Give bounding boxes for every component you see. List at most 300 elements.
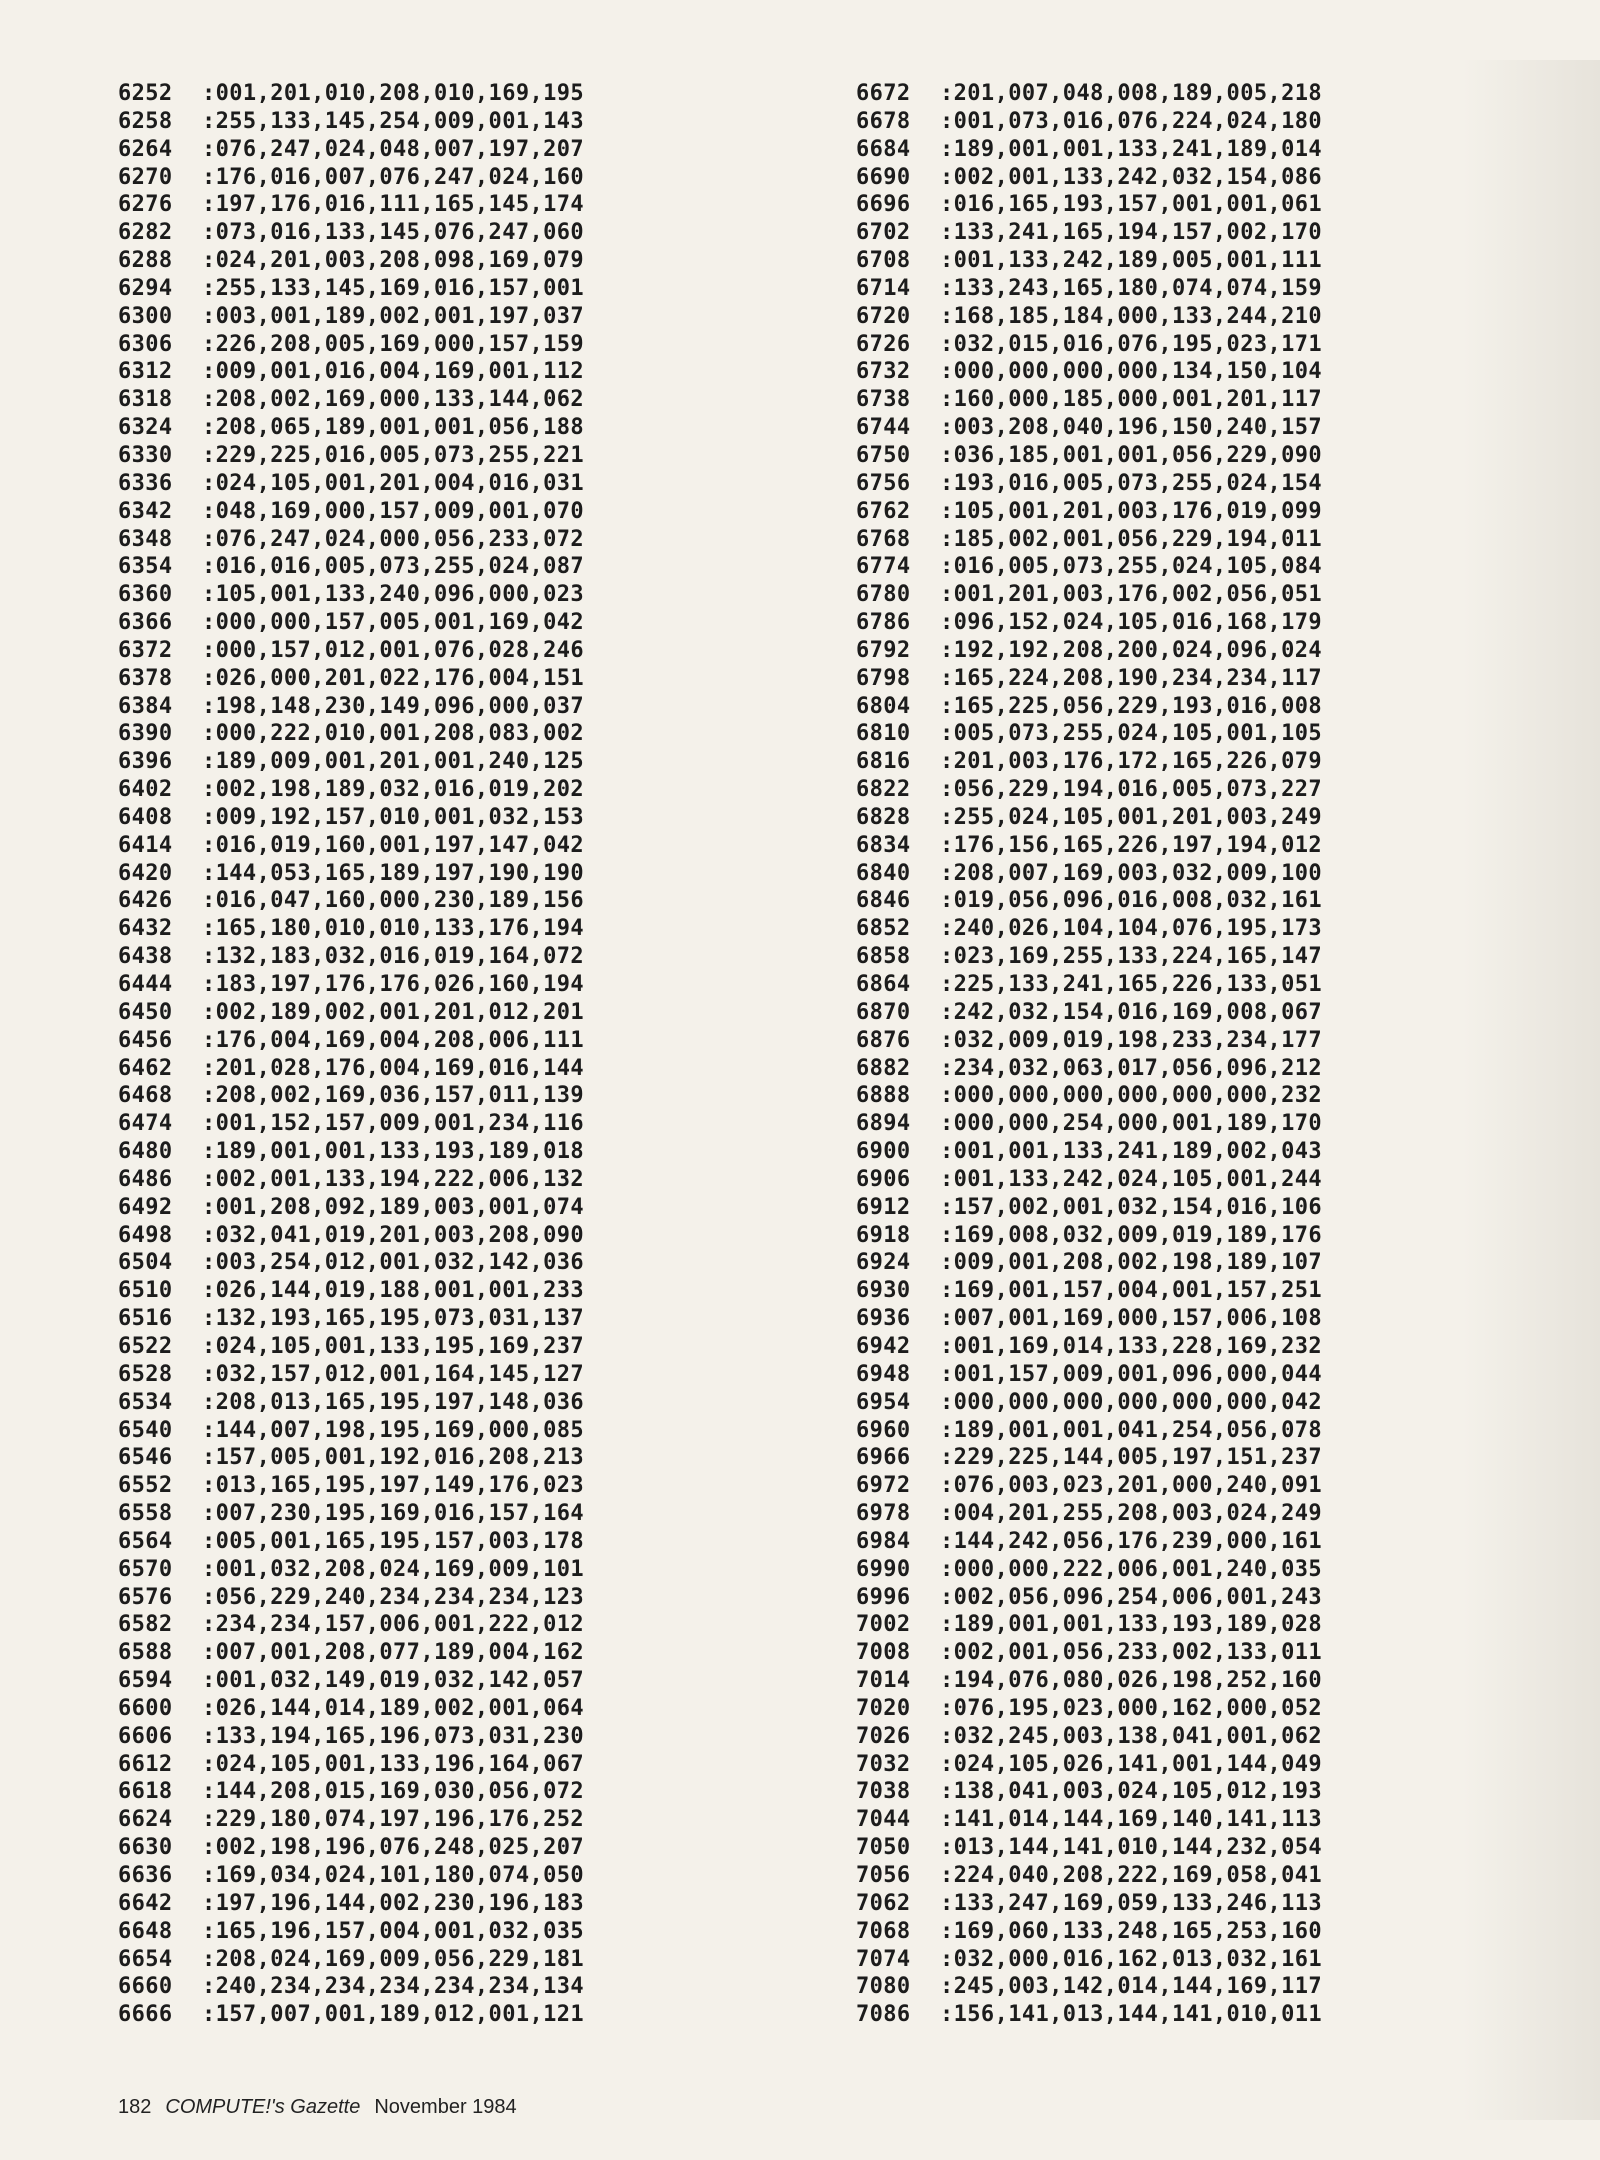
line-data: :242,032,154,016,169,008,067 (940, 999, 1323, 1025)
line-data: :003,254,012,001,032,142,036 (202, 1250, 585, 1276)
listing-line (118, 971, 584, 999)
listing-line (856, 1528, 1322, 1556)
listing-line (856, 498, 1322, 526)
listing-line (856, 303, 1322, 331)
listing-line (118, 1973, 584, 2001)
listing-line (118, 136, 584, 164)
line-data: :013,165,195,197,149,176,023 (202, 1473, 585, 1499)
line-data: :004,201,255,208,003,024,249 (940, 1501, 1323, 1527)
listing-line (856, 386, 1322, 414)
line-data: :009,001,208,002,198,189,107 (940, 1250, 1323, 1276)
line-number: 6744 (856, 415, 911, 441)
line-number: 6960 (856, 1417, 911, 1443)
listing-line (118, 1695, 584, 1723)
listing-line (118, 1667, 584, 1695)
line-data: :007,001,208,077,189,004,162 (202, 1640, 585, 1666)
line-data: :000,000,000,000,000,000,232 (940, 1083, 1323, 1109)
line-data: :229,225,016,005,073,255,221 (202, 442, 585, 468)
line-number: 6864 (856, 972, 911, 997)
listing-line (856, 915, 1322, 943)
line-number: 6684 (856, 136, 911, 162)
line-data: :189,009,001,201,001,240,125 (202, 749, 585, 775)
line-data: :255,133,145,254,009,001,143 (202, 108, 585, 134)
line-data: :208,002,169,036,157,011,139 (202, 1083, 585, 1109)
line-data: :001,169,014,133,228,169,232 (940, 1333, 1323, 1359)
line-data: :169,001,157,004,001,157,251 (940, 1278, 1323, 1304)
listing-line (118, 1222, 584, 1250)
listing-line (118, 526, 584, 554)
line-number: 6930 (856, 1278, 911, 1304)
listing-line (118, 1361, 584, 1389)
line-number: 6834 (856, 832, 911, 858)
listing-line (856, 136, 1322, 164)
listing-line (118, 999, 584, 1027)
listing-line (856, 553, 1322, 581)
line-data: :000,222,010,001,208,083,002 (202, 721, 585, 747)
line-data: :013,144,141,010,144,232,054 (940, 1835, 1323, 1861)
line-data: :032,245,003,138,041,001,062 (940, 1723, 1323, 1749)
line-data: :160,000,185,000,001,201,117 (940, 387, 1323, 413)
line-data: :208,065,189,001,001,056,188 (202, 415, 585, 441)
line-data: :183,197,176,176,026,160,194 (202, 972, 585, 997)
line-data: :105,001,133,240,096,000,023 (202, 582, 585, 608)
line-number: 6756 (856, 470, 911, 496)
line-number: 6648 (118, 1918, 173, 1944)
listing-line (856, 470, 1322, 498)
listing-line (118, 191, 584, 219)
listing-line (118, 1333, 584, 1361)
line-number: 6324 (118, 415, 173, 441)
line-number: 6390 (118, 721, 173, 747)
publication-name: COMPUTE!'s Gazette (165, 2096, 361, 2118)
listing-line (856, 164, 1322, 192)
line-data: :240,026,104,104,076,195,173 (940, 916, 1323, 942)
line-data: :176,016,007,076,247,024,160 (202, 164, 585, 190)
listing-line (118, 1500, 584, 1528)
line-data: :001,201,003,176,002,056,051 (940, 582, 1323, 608)
listing-line (856, 1222, 1322, 1250)
line-data: :208,002,169,000,133,144,062 (202, 387, 585, 413)
listing-line (856, 526, 1322, 554)
listing-line (118, 1834, 584, 1862)
line-data: :255,024,105,001,201,003,249 (940, 804, 1323, 830)
line-data: :201,028,176,004,169,016,144 (202, 1055, 585, 1081)
listing-line (856, 943, 1322, 971)
line-data: :197,196,144,002,230,196,183 (202, 1890, 585, 1916)
line-data: :019,056,096,016,008,032,161 (940, 888, 1323, 914)
line-number: 6660 (118, 1974, 173, 2000)
listing-line (856, 1305, 1322, 1333)
line-number: 6534 (118, 1389, 173, 1415)
line-data: :003,208,040,196,150,240,157 (940, 415, 1323, 441)
line-number: 6780 (856, 582, 911, 608)
listing-line (856, 804, 1322, 832)
line-number: 6792 (856, 637, 911, 663)
listing-line (118, 1249, 584, 1277)
line-data: :224,040,208,222,169,058,041 (940, 1863, 1323, 1888)
line-data: :201,003,176,172,165,226,079 (940, 749, 1323, 775)
line-number: 7020 (856, 1695, 911, 1721)
listing-line (118, 581, 584, 609)
line-data: :009,001,016,004,169,001,112 (202, 359, 585, 385)
listing-line (118, 1027, 584, 1055)
line-data: :226,208,005,169,000,157,159 (202, 331, 585, 357)
line-number: 6312 (118, 359, 173, 385)
line-data: :096,152,024,105,016,168,179 (940, 610, 1323, 636)
listing-line (118, 1417, 584, 1445)
line-data: :156,141,013,144,141,010,011 (940, 2002, 1323, 2028)
line-data: :024,105,026,141,001,144,049 (940, 1751, 1323, 1777)
issue-date: November 1984 (374, 2096, 517, 2118)
listing-line (856, 358, 1322, 386)
line-number: 6672 (856, 81, 911, 106)
line-data: :001,133,242,024,105,001,244 (940, 1166, 1323, 1192)
line-number: 6276 (118, 192, 173, 218)
line-data: :133,194,165,196,073,031,230 (202, 1723, 585, 1749)
listing-line (118, 1556, 584, 1584)
line-number: 6348 (118, 526, 173, 552)
line-number: 6474 (118, 1111, 173, 1137)
line-number: 7002 (856, 1612, 911, 1638)
listing-line (856, 414, 1322, 442)
line-data: :002,189,002,001,201,012,201 (202, 999, 585, 1025)
line-data: :157,002,001,032,154,016,106 (940, 1194, 1323, 1220)
line-data: :189,001,001,133,193,189,028 (940, 1612, 1323, 1638)
line-data: :197,176,016,111,165,145,174 (202, 192, 585, 218)
line-data: :208,024,169,009,056,229,181 (202, 1946, 585, 1972)
line-data: :001,201,010,208,010,169,195 (202, 81, 585, 106)
listing-line (118, 887, 584, 915)
listing-line (118, 1277, 584, 1305)
line-data: :169,008,032,009,019,189,176 (940, 1222, 1323, 1248)
line-number: 6558 (118, 1501, 173, 1527)
line-data: :005,001,165,195,157,003,178 (202, 1528, 585, 1554)
line-data: :141,014,144,169,140,141,113 (940, 1807, 1323, 1833)
line-number: 6990 (856, 1556, 911, 1582)
line-data: :169,034,024,101,180,074,050 (202, 1863, 585, 1888)
line-number: 6846 (856, 888, 911, 914)
line-number: 6540 (118, 1417, 173, 1443)
line-data: :016,019,160,001,197,147,042 (202, 832, 585, 858)
listing-line (856, 693, 1322, 721)
page-edge-shadow (1462, 60, 1600, 2120)
listing-line (118, 720, 584, 748)
line-data: :189,001,001,133,241,189,014 (940, 136, 1323, 162)
line-number: 6912 (856, 1194, 911, 1220)
listing-line (118, 1444, 584, 1472)
listing-line (856, 1584, 1322, 1612)
listing-line (856, 971, 1322, 999)
line-data: :001,208,092,189,003,001,074 (202, 1194, 585, 1220)
line-number: 6906 (856, 1166, 911, 1192)
line-data: :208,007,169,003,032,009,100 (940, 860, 1323, 886)
listing-line (856, 999, 1322, 1027)
line-data: :165,180,010,010,133,176,194 (202, 916, 585, 942)
line-number: 6804 (856, 693, 911, 719)
page-footer (118, 2096, 517, 2119)
line-number: 6642 (118, 1890, 173, 1916)
line-number: 6306 (118, 331, 173, 357)
line-data: :165,225,056,229,193,016,008 (940, 693, 1323, 719)
line-number: 6954 (856, 1389, 911, 1415)
line-number: 6504 (118, 1250, 173, 1276)
listing-line (118, 247, 584, 275)
line-data: :000,000,000,000,134,150,104 (940, 359, 1323, 385)
line-data: :024,105,001,133,196,164,067 (202, 1751, 585, 1777)
line-number: 6444 (118, 972, 173, 997)
listing-line (118, 776, 584, 804)
line-number: 6480 (118, 1139, 173, 1165)
line-data: :002,198,189,032,016,019,202 (202, 777, 585, 803)
line-number: 6594 (118, 1668, 173, 1694)
listing-line (856, 1082, 1322, 1110)
line-data: :076,003,023,201,000,240,091 (940, 1473, 1323, 1499)
listing-line (118, 358, 584, 386)
line-number: 6396 (118, 749, 173, 775)
listing-line (856, 581, 1322, 609)
line-data: :076,247,024,048,007,197,207 (202, 136, 585, 162)
line-data: :132,193,165,195,073,031,137 (202, 1306, 585, 1332)
line-number: 6330 (118, 442, 173, 468)
listing-line (856, 1946, 1322, 1974)
listing-line (118, 609, 584, 637)
listing-line (118, 1751, 584, 1779)
line-number: 6720 (856, 303, 911, 329)
line-number: 6810 (856, 721, 911, 747)
line-data: :169,060,133,248,165,253,160 (940, 1918, 1323, 1944)
line-data: :001,073,016,076,224,024,180 (940, 108, 1323, 134)
line-data: :032,009,019,198,233,234,177 (940, 1027, 1323, 1053)
line-number: 6588 (118, 1640, 173, 1666)
line-number: 6282 (118, 220, 173, 246)
listing-line (118, 1194, 584, 1222)
line-number: 6840 (856, 860, 911, 886)
line-data: :026,000,201,022,176,004,151 (202, 665, 585, 691)
line-data: :000,000,222,006,001,240,035 (940, 1556, 1323, 1582)
listing-line (856, 1027, 1322, 1055)
line-number: 7050 (856, 1835, 911, 1861)
listing-line (856, 1500, 1322, 1528)
line-number: 7044 (856, 1807, 911, 1833)
line-number: 6894 (856, 1111, 911, 1137)
listing-line (856, 1389, 1322, 1417)
line-number: 6798 (856, 665, 911, 691)
listing-line (118, 1918, 584, 1946)
line-number: 6966 (856, 1445, 911, 1471)
line-number: 6696 (856, 192, 911, 218)
line-number: 7080 (856, 1974, 911, 2000)
line-number: 6774 (856, 554, 911, 580)
listing-line (856, 832, 1322, 860)
line-number: 7008 (856, 1640, 911, 1666)
line-data: :000,000,157,005,001,169,042 (202, 610, 585, 636)
line-number: 6420 (118, 860, 173, 886)
listing-line (856, 1918, 1322, 1946)
listing-line (856, 1444, 1322, 1472)
listing-line (856, 1417, 1322, 1445)
listing-line (856, 1890, 1322, 1918)
line-number: 7056 (856, 1863, 911, 1888)
listing-line (856, 1806, 1322, 1834)
line-number: 6786 (856, 610, 911, 636)
listing-line (856, 442, 1322, 470)
line-number: 6552 (118, 1473, 173, 1499)
line-number: 6522 (118, 1333, 173, 1359)
listing-line (118, 331, 584, 359)
line-number: 6498 (118, 1222, 173, 1248)
line-number: 6708 (856, 248, 911, 274)
line-number: 6690 (856, 164, 911, 190)
listing-line (118, 860, 584, 888)
listing-line (118, 1723, 584, 1751)
listing-line (856, 1472, 1322, 1500)
line-data: :225,133,241,165,226,133,051 (940, 972, 1323, 997)
line-number: 6738 (856, 387, 911, 413)
listing-line (856, 1110, 1322, 1138)
line-data: :193,016,005,073,255,024,154 (940, 470, 1323, 496)
listing-line (118, 1110, 584, 1138)
line-data: :001,032,149,019,032,142,057 (202, 1668, 585, 1694)
line-data: :194,076,080,026,198,252,160 (940, 1668, 1323, 1694)
listing-line (856, 219, 1322, 247)
listing-line (856, 1556, 1322, 1584)
line-data: :056,229,240,234,234,234,123 (202, 1584, 585, 1610)
line-data: :016,165,193,157,001,001,061 (940, 192, 1323, 218)
line-number: 6726 (856, 331, 911, 357)
line-data: :016,047,160,000,230,189,156 (202, 888, 585, 914)
line-number: 6288 (118, 248, 173, 274)
line-data: :168,185,184,000,133,244,210 (940, 303, 1323, 329)
line-data: :189,001,001,133,193,189,018 (202, 1139, 585, 1165)
line-data: :000,000,254,000,001,189,170 (940, 1111, 1323, 1137)
line-number: 6570 (118, 1556, 173, 1582)
line-data: :157,007,001,189,012,001,121 (202, 2002, 585, 2028)
line-number: 6978 (856, 1501, 911, 1527)
line-data: :198,148,230,149,096,000,037 (202, 693, 585, 719)
listing-line (118, 1639, 584, 1667)
line-number: 6732 (856, 359, 911, 385)
listing-line (856, 1361, 1322, 1389)
line-data: :144,242,056,176,239,000,161 (940, 1528, 1323, 1554)
line-data: :133,243,165,180,074,074,159 (940, 275, 1323, 301)
listing-line (856, 1751, 1322, 1779)
listing-line (856, 1277, 1322, 1305)
listing-line (118, 943, 584, 971)
line-data: :133,241,165,194,157,002,170 (940, 220, 1323, 246)
line-data: :056,229,194,016,005,073,227 (940, 777, 1323, 803)
line-data: :234,234,157,006,001,222,012 (202, 1612, 585, 1638)
line-number: 6270 (118, 164, 173, 190)
line-number: 6918 (856, 1222, 911, 1248)
listing-line (856, 247, 1322, 275)
line-number: 6678 (856, 108, 911, 134)
line-number: 6900 (856, 1139, 911, 1165)
line-data: :032,157,012,001,164,145,127 (202, 1361, 585, 1387)
line-number: 6342 (118, 498, 173, 524)
line-data: :024,105,001,133,195,169,237 (202, 1333, 585, 1359)
line-number: 6336 (118, 470, 173, 496)
listing-line (118, 1528, 584, 1556)
line-number: 7086 (856, 2002, 911, 2028)
listing-line (856, 1862, 1322, 1890)
line-number: 6408 (118, 804, 173, 830)
line-number: 6264 (118, 136, 173, 162)
line-data: :001,157,009,001,096,000,044 (940, 1361, 1323, 1387)
line-number: 6762 (856, 498, 911, 524)
listing-line (118, 303, 584, 331)
line-number: 7068 (856, 1918, 911, 1944)
line-number: 6564 (118, 1528, 173, 1554)
line-number: 6258 (118, 108, 173, 134)
listing-line (856, 748, 1322, 776)
listing-line (118, 80, 584, 108)
listing-line (856, 1166, 1322, 1194)
listing-line (856, 1834, 1322, 1862)
line-data: :132,183,032,016,019,164,072 (202, 944, 585, 970)
line-number: 6582 (118, 1612, 173, 1638)
line-number: 7032 (856, 1751, 911, 1777)
listing-line (118, 414, 584, 442)
listing-line (856, 1138, 1322, 1166)
line-number: 6870 (856, 999, 911, 1025)
line-data: :240,234,234,234,234,234,134 (202, 1974, 585, 2000)
line-data: :229,225,144,005,197,151,237 (940, 1445, 1323, 1471)
listing-line (856, 1695, 1322, 1723)
line-data: :003,001,189,002,001,197,037 (202, 303, 585, 329)
line-data: :234,032,063,017,056,096,212 (940, 1055, 1323, 1081)
line-data: :076,195,023,000,162,000,052 (940, 1695, 1323, 1721)
listing-line (856, 720, 1322, 748)
line-data: :048,169,000,157,009,001,070 (202, 498, 585, 524)
line-number: 6492 (118, 1194, 173, 1220)
listing-line (118, 1472, 584, 1500)
listing-line (856, 665, 1322, 693)
listing-line (856, 275, 1322, 303)
listing-line (118, 1862, 584, 1890)
listing-line (118, 804, 584, 832)
listing-line (118, 553, 584, 581)
line-number: 6624 (118, 1807, 173, 1833)
line-data: :176,004,169,004,208,006,111 (202, 1027, 585, 1053)
line-data: :002,056,096,254,006,001,243 (940, 1584, 1323, 1610)
listing-line (118, 1082, 584, 1110)
line-data: :026,144,019,188,001,001,233 (202, 1278, 585, 1304)
line-data: :157,005,001,192,016,208,213 (202, 1445, 585, 1471)
line-data: :255,133,145,169,016,157,001 (202, 275, 585, 301)
line-data: :024,105,001,201,004,016,031 (202, 470, 585, 496)
line-number: 6384 (118, 693, 173, 719)
listing-line (118, 693, 584, 721)
line-data: :016,005,073,255,024,105,084 (940, 554, 1323, 580)
line-data: :002,001,133,194,222,006,132 (202, 1166, 585, 1192)
line-data: :192,192,208,200,024,096,024 (940, 637, 1323, 663)
line-number: 6354 (118, 554, 173, 580)
line-number: 6822 (856, 777, 911, 803)
listing-line (118, 748, 584, 776)
line-data: :007,001,169,000,157,006,108 (940, 1306, 1323, 1332)
line-number: 6666 (118, 2002, 173, 2028)
line-number: 6630 (118, 1835, 173, 1861)
listing-line (856, 1778, 1322, 1806)
line-data: :036,185,001,001,056,229,090 (940, 442, 1323, 468)
line-number: 6924 (856, 1250, 911, 1276)
listing-line (856, 1055, 1322, 1083)
listing-line (118, 108, 584, 136)
listing-line (118, 832, 584, 860)
listing-line (856, 887, 1322, 915)
line-data: :007,230,195,169,016,157,164 (202, 1501, 585, 1527)
line-data: :016,016,005,073,255,024,087 (202, 554, 585, 580)
